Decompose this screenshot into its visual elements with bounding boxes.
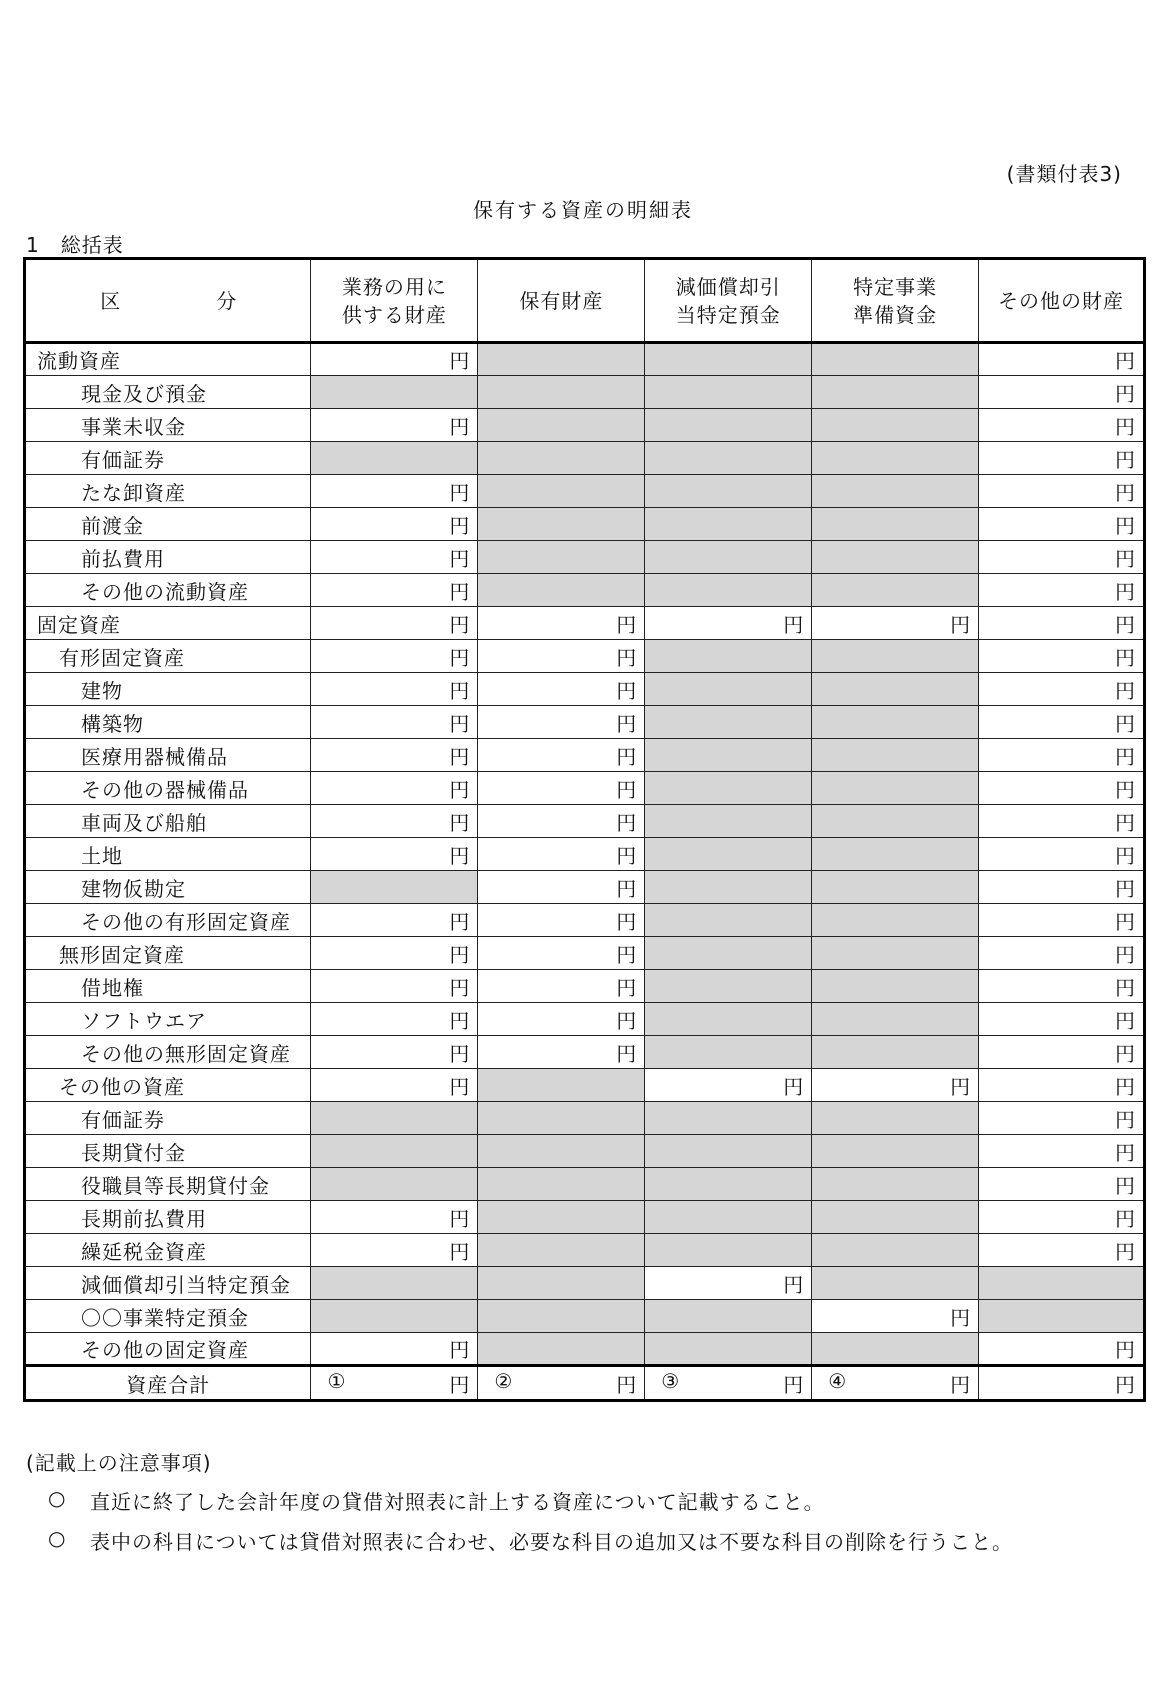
amount-cell[interactable]: 円 bbox=[979, 1333, 1145, 1366]
row-label: 有形固定資産 bbox=[25, 640, 311, 673]
table-row bbox=[25, 376, 1145, 409]
amount-cell[interactable]: 円 bbox=[311, 1333, 478, 1366]
row-label: その他の無形固定資産 bbox=[25, 1036, 311, 1069]
amount-cell[interactable]: 円 bbox=[979, 541, 1145, 574]
total-row bbox=[25, 1366, 1145, 1401]
row-label: 繰延税金資産 bbox=[25, 1234, 311, 1267]
amount-cell[interactable]: 円 bbox=[311, 541, 478, 574]
blocked-cell bbox=[812, 409, 979, 442]
amount-cell[interactable]: 円 bbox=[311, 937, 478, 970]
blocked-cell bbox=[812, 442, 979, 475]
blocked-cell bbox=[812, 1036, 979, 1069]
blocked-cell bbox=[311, 1300, 478, 1333]
table-row bbox=[25, 574, 1145, 607]
blocked-cell bbox=[645, 805, 812, 838]
note-bullet: ○ bbox=[48, 1526, 67, 1550]
amount-cell[interactable]: 円 bbox=[979, 607, 1145, 640]
table-row bbox=[25, 1102, 1145, 1135]
amount-cell[interactable]: 円 bbox=[311, 409, 478, 442]
blocked-cell bbox=[812, 640, 979, 673]
amount-cell[interactable]: 円 bbox=[979, 904, 1145, 937]
yen-unit: 円 bbox=[783, 1372, 804, 1397]
yen-unit: 円 bbox=[449, 1372, 470, 1397]
blocked-cell bbox=[645, 442, 812, 475]
amount-cell[interactable]: 円 bbox=[979, 343, 1145, 376]
table-row bbox=[25, 706, 1145, 739]
amount-cell[interactable]: 円 bbox=[979, 871, 1145, 904]
blocked-cell bbox=[311, 871, 478, 904]
header-held-property bbox=[478, 259, 645, 343]
amount-cell[interactable]: 円 bbox=[979, 970, 1145, 1003]
blocked-cell bbox=[812, 838, 979, 871]
amount-cell[interactable]: 円 bbox=[311, 343, 478, 376]
amount-cell[interactable]: 円 bbox=[478, 871, 645, 904]
notes-heading: (記載上の注意事項) bbox=[26, 1451, 212, 1475]
table-row bbox=[25, 1300, 1145, 1333]
amount-cell[interactable]: 円 bbox=[645, 607, 812, 640]
blocked-cell bbox=[645, 376, 812, 409]
blocked-cell bbox=[645, 838, 812, 871]
total-marker: ② bbox=[494, 1368, 513, 1393]
amount-cell[interactable]: 円 bbox=[979, 409, 1145, 442]
header-business-use-line2: 供する財産 bbox=[341, 302, 447, 327]
amount-cell[interactable]: 円 bbox=[311, 739, 478, 772]
notes-section bbox=[26, 1447, 1013, 1566]
blocked-cell bbox=[311, 1102, 478, 1135]
blocked-cell bbox=[478, 1234, 645, 1267]
amount-cell[interactable]: 円 bbox=[311, 1201, 478, 1234]
row-label: 前渡金 bbox=[25, 508, 311, 541]
header-held-property-line1: 保有財産 bbox=[519, 288, 604, 313]
row-label: ソフトウエア bbox=[25, 1003, 311, 1036]
amount-cell[interactable]: 円 bbox=[979, 805, 1145, 838]
blocked-cell bbox=[478, 1102, 645, 1135]
row-label: その他の有形固定資産 bbox=[25, 904, 311, 937]
amount-cell[interactable]: 円 bbox=[478, 706, 645, 739]
blocked-cell bbox=[311, 1267, 478, 1300]
blocked-cell bbox=[812, 772, 979, 805]
header-other-property-line1: その他の財産 bbox=[998, 288, 1125, 313]
blocked-cell bbox=[478, 1135, 645, 1168]
blocked-cell bbox=[812, 1168, 979, 1201]
row-label: 減価償却引当特定預金 bbox=[25, 1267, 311, 1300]
amount-cell[interactable]: 円 bbox=[311, 838, 478, 871]
amount-cell[interactable]: 円 bbox=[979, 1036, 1145, 1069]
blocked-cell bbox=[979, 1300, 1145, 1333]
header-other-property bbox=[979, 259, 1145, 343]
blocked-cell bbox=[812, 739, 979, 772]
table-row bbox=[25, 343, 1145, 376]
amount-cell[interactable]: 円 bbox=[478, 838, 645, 871]
amount-cell[interactable]: 円 bbox=[311, 1234, 478, 1267]
blocked-cell bbox=[645, 937, 812, 970]
amount-cell[interactable]: 円 bbox=[311, 805, 478, 838]
blocked-cell bbox=[645, 772, 812, 805]
amount-cell[interactable]: 円 bbox=[478, 640, 645, 673]
amount-cell[interactable]: 円 bbox=[311, 1036, 478, 1069]
total-amount-cell[interactable] bbox=[812, 1366, 979, 1401]
table-row bbox=[25, 739, 1145, 772]
row-label: 事業未収金 bbox=[25, 409, 311, 442]
amount-cell[interactable]: 円 bbox=[311, 640, 478, 673]
blocked-cell bbox=[311, 1168, 478, 1201]
blocked-cell bbox=[645, 871, 812, 904]
table-row bbox=[25, 871, 1145, 904]
row-label: 役職員等長期貸付金 bbox=[25, 1168, 311, 1201]
amount-cell[interactable]: 円 bbox=[478, 904, 645, 937]
blocked-cell bbox=[812, 1333, 979, 1366]
blocked-cell bbox=[645, 1234, 812, 1267]
table-row bbox=[25, 442, 1145, 475]
total-amount-cell[interactable] bbox=[478, 1366, 645, 1401]
header-business-use-line1: 業務の用に bbox=[341, 274, 447, 299]
amount-cell[interactable]: 円 bbox=[979, 1234, 1145, 1267]
header-depreciation-deposit-line2: 当特定預金 bbox=[675, 302, 781, 327]
blocked-cell bbox=[478, 1333, 645, 1366]
blocked-cell bbox=[812, 1267, 979, 1300]
blocked-cell bbox=[812, 376, 979, 409]
blocked-cell bbox=[311, 376, 478, 409]
header-kubun bbox=[25, 259, 311, 343]
table-row bbox=[25, 475, 1145, 508]
table-row bbox=[25, 409, 1145, 442]
blocked-cell bbox=[812, 1003, 979, 1036]
yen-unit: 円 bbox=[1115, 1372, 1135, 1397]
table-row bbox=[25, 970, 1145, 1003]
row-label: その他の資産 bbox=[25, 1069, 311, 1102]
blocked-cell bbox=[478, 1168, 645, 1201]
header-depreciation-deposit bbox=[645, 259, 812, 343]
note-text: 表中の科目については貸借対照表に合わせ、必要な科目の追加又は不要な科目の削除を行うこと。 bbox=[90, 1530, 1013, 1554]
blocked-cell bbox=[812, 1135, 979, 1168]
blocked-cell bbox=[311, 1135, 478, 1168]
blocked-cell bbox=[478, 1201, 645, 1234]
table-row bbox=[25, 541, 1145, 574]
row-label: その他の固定資産 bbox=[25, 1333, 311, 1366]
blocked-cell bbox=[645, 904, 812, 937]
section-title: 1 総括表 bbox=[26, 233, 124, 257]
amount-cell[interactable]: 円 bbox=[645, 1267, 812, 1300]
blocked-cell bbox=[812, 937, 979, 970]
header-special-reserve-line2: 準備資金 bbox=[853, 302, 938, 327]
row-label: 〇〇事業特定預金 bbox=[25, 1300, 311, 1333]
table-row bbox=[25, 508, 1145, 541]
amount-cell[interactable]: 円 bbox=[478, 772, 645, 805]
row-label: その他の流動資産 bbox=[25, 574, 311, 607]
amount-cell[interactable]: 円 bbox=[478, 739, 645, 772]
amount-cell[interactable]: 円 bbox=[979, 1201, 1145, 1234]
yen-unit: 円 bbox=[950, 1372, 971, 1397]
total-amount-cell[interactable] bbox=[979, 1366, 1145, 1401]
row-label: 無形固定資産 bbox=[25, 937, 311, 970]
blocked-cell bbox=[645, 970, 812, 1003]
total-cell-content bbox=[311, 1369, 477, 1398]
table-header-row bbox=[25, 259, 1145, 343]
blocked-cell bbox=[812, 541, 979, 574]
amount-cell[interactable]: 円 bbox=[478, 607, 645, 640]
asset-summary-table bbox=[23, 257, 1146, 1402]
amount-cell[interactable]: 円 bbox=[812, 1069, 979, 1102]
note-item bbox=[26, 1526, 1013, 1555]
amount-cell[interactable]: 円 bbox=[645, 1069, 812, 1102]
blocked-cell bbox=[645, 1135, 812, 1168]
blocked-cell bbox=[812, 805, 979, 838]
total-marker: ③ bbox=[661, 1368, 680, 1393]
amount-cell[interactable]: 円 bbox=[979, 772, 1145, 805]
blocked-cell bbox=[645, 1036, 812, 1069]
blocked-cell bbox=[478, 541, 645, 574]
blocked-cell bbox=[812, 871, 979, 904]
amount-cell[interactable]: 円 bbox=[311, 772, 478, 805]
amount-cell[interactable]: 円 bbox=[311, 574, 478, 607]
blocked-cell bbox=[478, 376, 645, 409]
table-row bbox=[25, 1135, 1145, 1168]
blocked-cell bbox=[645, 508, 812, 541]
blocked-cell bbox=[645, 343, 812, 376]
blocked-cell bbox=[645, 1102, 812, 1135]
table-row bbox=[25, 838, 1145, 871]
blocked-cell bbox=[812, 1102, 979, 1135]
blocked-cell bbox=[812, 343, 979, 376]
row-label: 前払費用 bbox=[25, 541, 311, 574]
amount-cell[interactable]: 円 bbox=[979, 574, 1145, 607]
total-cell-content bbox=[645, 1369, 811, 1398]
blocked-cell bbox=[478, 1267, 645, 1300]
row-label: 車両及び船舶 bbox=[25, 805, 311, 838]
blocked-cell bbox=[645, 739, 812, 772]
blocked-cell bbox=[478, 343, 645, 376]
amount-cell[interactable]: 円 bbox=[979, 442, 1145, 475]
amount-cell[interactable]: 円 bbox=[311, 706, 478, 739]
yen-unit: 円 bbox=[616, 1372, 637, 1397]
blocked-cell bbox=[478, 1069, 645, 1102]
blocked-cell bbox=[311, 442, 478, 475]
blocked-cell bbox=[812, 574, 979, 607]
row-label: 有価証券 bbox=[25, 442, 311, 475]
table-row bbox=[25, 937, 1145, 970]
note-bullet: ○ bbox=[48, 1486, 67, 1510]
table-row bbox=[25, 1003, 1145, 1036]
amount-cell[interactable]: 円 bbox=[311, 508, 478, 541]
total-cell-content bbox=[979, 1369, 1143, 1398]
blocked-cell bbox=[645, 1333, 812, 1366]
row-label: 構築物 bbox=[25, 706, 311, 739]
blocked-cell bbox=[812, 508, 979, 541]
amount-cell[interactable]: 円 bbox=[979, 937, 1145, 970]
blocked-cell bbox=[812, 673, 979, 706]
table-row bbox=[25, 1069, 1145, 1102]
amount-cell[interactable]: 円 bbox=[311, 1003, 478, 1036]
total-marker: ① bbox=[327, 1368, 346, 1393]
document-title: 保有する資産の明細表 bbox=[473, 198, 693, 222]
row-label: 建物 bbox=[25, 673, 311, 706]
blocked-cell bbox=[645, 409, 812, 442]
row-label: 現金及び預金 bbox=[25, 376, 311, 409]
row-label: その他の器械備品 bbox=[25, 772, 311, 805]
blocked-cell bbox=[812, 904, 979, 937]
table-row bbox=[25, 1201, 1145, 1234]
amount-cell[interactable]: 円 bbox=[979, 1069, 1145, 1102]
header-kubun-left: 区 bbox=[100, 288, 121, 313]
amount-cell[interactable]: 円 bbox=[311, 673, 478, 706]
blocked-cell bbox=[478, 475, 645, 508]
total-amount-cell[interactable] bbox=[645, 1366, 812, 1401]
note-item bbox=[26, 1486, 1013, 1515]
table-row bbox=[25, 1267, 1145, 1300]
row-label: たな卸資産 bbox=[25, 475, 311, 508]
blocked-cell bbox=[645, 1168, 812, 1201]
amount-cell[interactable]: 円 bbox=[979, 1003, 1145, 1036]
amount-cell[interactable]: 円 bbox=[478, 1003, 645, 1036]
amount-cell[interactable]: 円 bbox=[979, 739, 1145, 772]
amount-cell[interactable]: 円 bbox=[979, 376, 1145, 409]
row-label: 医療用器械備品 bbox=[25, 739, 311, 772]
table-body bbox=[25, 343, 1145, 1401]
blocked-cell bbox=[812, 475, 979, 508]
amount-cell[interactable]: 円 bbox=[311, 1069, 478, 1102]
amount-cell[interactable]: 円 bbox=[311, 904, 478, 937]
total-marker: ④ bbox=[828, 1368, 847, 1393]
amount-cell[interactable]: 円 bbox=[478, 1036, 645, 1069]
blocked-cell bbox=[645, 673, 812, 706]
table-row bbox=[25, 1234, 1145, 1267]
blocked-cell bbox=[645, 1201, 812, 1234]
row-label: 固定資産 bbox=[25, 607, 311, 640]
blocked-cell bbox=[812, 1234, 979, 1267]
amount-cell[interactable]: 円 bbox=[812, 1300, 979, 1333]
total-amount-cell[interactable] bbox=[311, 1366, 478, 1401]
blocked-cell bbox=[812, 970, 979, 1003]
table-row bbox=[25, 904, 1145, 937]
row-label: 長期前払費用 bbox=[25, 1201, 311, 1234]
header-business-use bbox=[311, 259, 478, 343]
header-kubun-right: 分 bbox=[216, 288, 237, 313]
blocked-cell bbox=[478, 574, 645, 607]
blocked-cell bbox=[645, 1003, 812, 1036]
amount-cell[interactable]: 円 bbox=[979, 1168, 1145, 1201]
amount-cell[interactable]: 円 bbox=[979, 475, 1145, 508]
table-row bbox=[25, 1036, 1145, 1069]
header-depreciation-deposit-line1: 減価償却引 bbox=[675, 274, 781, 299]
blocked-cell bbox=[645, 475, 812, 508]
row-label: 借地権 bbox=[25, 970, 311, 1003]
note-text: 直近に終了した会計年度の貸借対照表に計上する資産について記載すること。 bbox=[90, 1490, 825, 1514]
blocked-cell bbox=[645, 640, 812, 673]
table-row bbox=[25, 673, 1145, 706]
blocked-cell bbox=[812, 706, 979, 739]
blocked-cell bbox=[812, 1201, 979, 1234]
amount-cell[interactable]: 円 bbox=[311, 475, 478, 508]
amount-cell[interactable]: 円 bbox=[979, 1135, 1145, 1168]
table-row bbox=[25, 1168, 1145, 1201]
total-label: 資産合計 bbox=[25, 1366, 311, 1401]
amount-cell[interactable]: 円 bbox=[478, 673, 645, 706]
amount-cell[interactable]: 円 bbox=[979, 673, 1145, 706]
table-row bbox=[25, 805, 1145, 838]
form-number: (書類付表3) bbox=[1006, 162, 1122, 186]
blocked-cell bbox=[645, 706, 812, 739]
amount-cell[interactable]: 円 bbox=[478, 937, 645, 970]
header-special-reserve bbox=[812, 259, 979, 343]
amount-cell[interactable]: 円 bbox=[478, 970, 645, 1003]
amount-cell[interactable]: 円 bbox=[979, 838, 1145, 871]
row-label: 流動資産 bbox=[25, 343, 311, 376]
amount-cell[interactable]: 円 bbox=[979, 640, 1145, 673]
table-row bbox=[25, 772, 1145, 805]
table-row bbox=[25, 1333, 1145, 1366]
table-row bbox=[25, 640, 1145, 673]
amount-cell[interactable]: 円 bbox=[979, 508, 1145, 541]
row-label: 長期貸付金 bbox=[25, 1135, 311, 1168]
row-label: 建物仮勘定 bbox=[25, 871, 311, 904]
blocked-cell bbox=[478, 442, 645, 475]
blocked-cell bbox=[478, 409, 645, 442]
amount-cell[interactable]: 円 bbox=[311, 607, 478, 640]
blocked-cell bbox=[478, 1300, 645, 1333]
total-cell-content bbox=[812, 1369, 978, 1398]
amount-cell[interactable]: 円 bbox=[478, 805, 645, 838]
blocked-cell bbox=[645, 541, 812, 574]
blocked-cell bbox=[645, 1300, 812, 1333]
table-row bbox=[25, 607, 1145, 640]
blocked-cell bbox=[478, 508, 645, 541]
amount-cell[interactable]: 円 bbox=[311, 970, 478, 1003]
row-label: 有価証券 bbox=[25, 1102, 311, 1135]
amount-cell[interactable]: 円 bbox=[812, 607, 979, 640]
blocked-cell bbox=[979, 1267, 1145, 1300]
blocked-cell bbox=[645, 574, 812, 607]
total-cell-content bbox=[478, 1369, 644, 1398]
row-label: 土地 bbox=[25, 838, 311, 871]
header-special-reserve-line1: 特定事業 bbox=[853, 274, 938, 299]
amount-cell[interactable]: 円 bbox=[979, 706, 1145, 739]
amount-cell[interactable]: 円 bbox=[979, 1102, 1145, 1135]
